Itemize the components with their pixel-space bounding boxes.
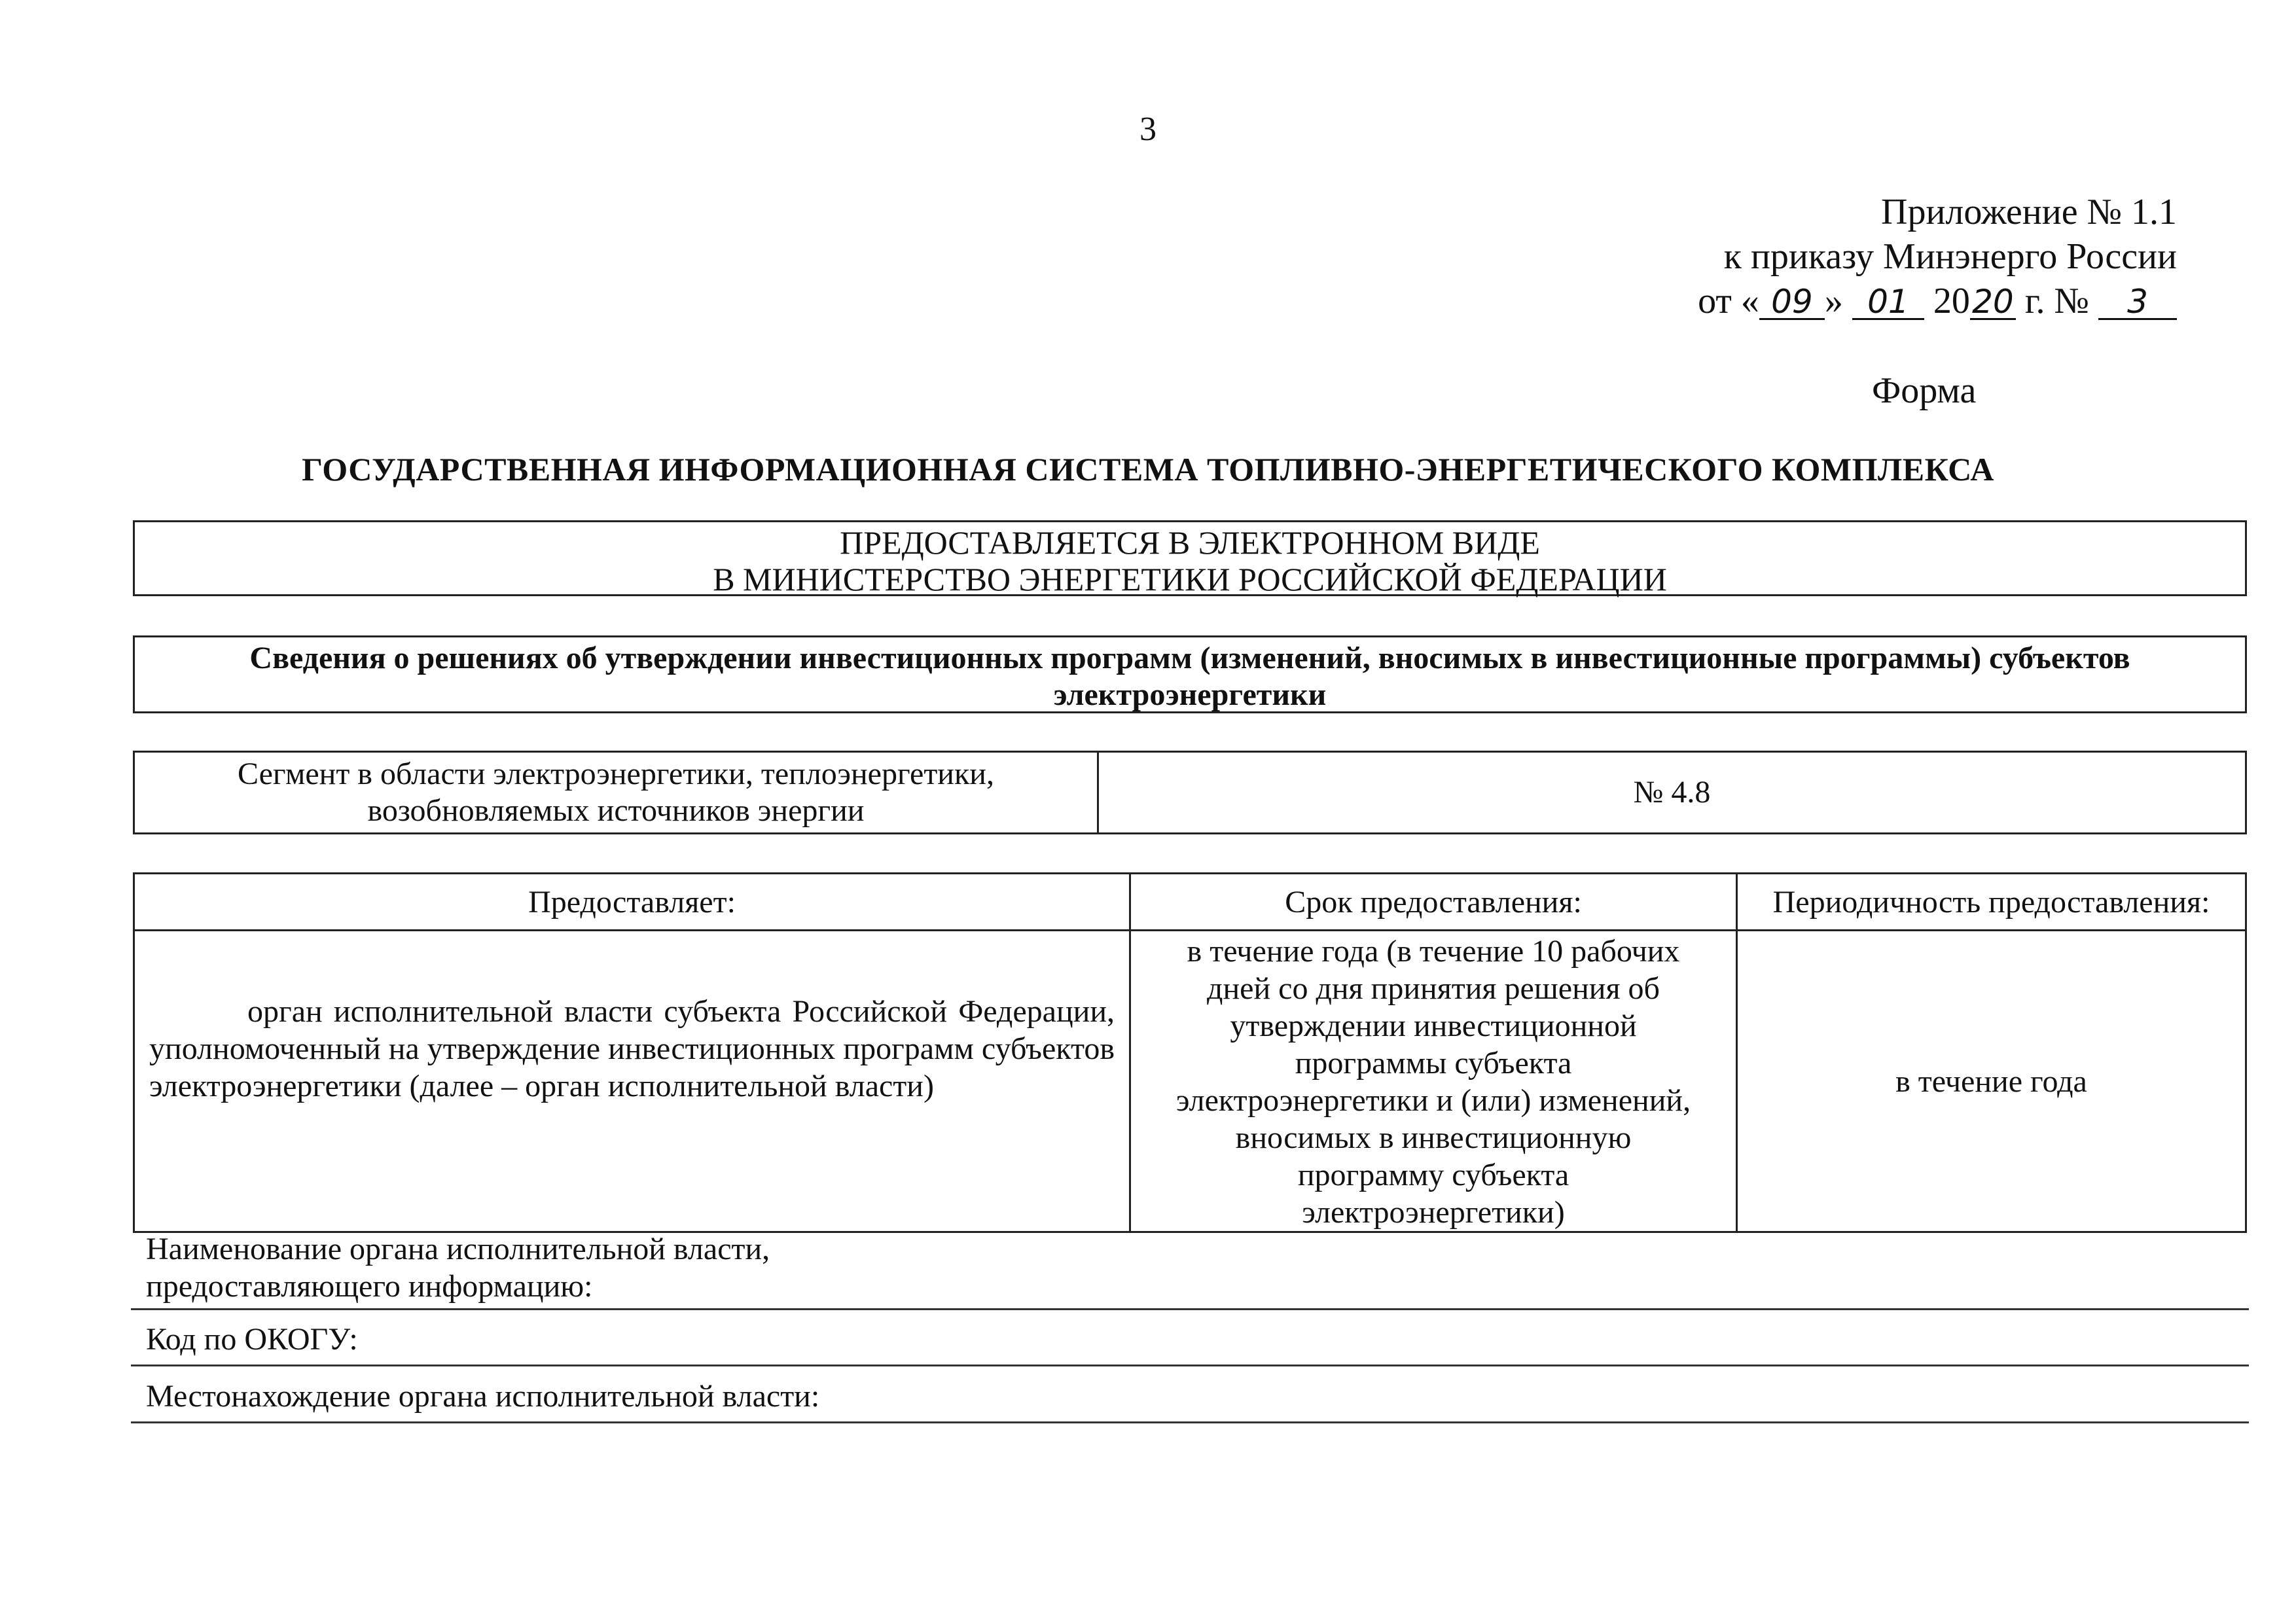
location-field xyxy=(131,1372,2249,1423)
date-month: 01 xyxy=(1852,285,1924,320)
submission-line-2: В МИНИСТЕРСТВО ЭНЕРГЕТИКИ РОССИЙСКОЙ ФЕДЕРАЦИИ xyxy=(713,561,1667,597)
segment-label-line-1: Сегмент в области электроэнергетики, теплоэнергетики, xyxy=(237,757,994,791)
table-row xyxy=(134,931,2246,1232)
segment-label-line-2: возобновляемых источников энергии xyxy=(367,793,865,828)
appendix-order-ref: к приказу Минэнерго России xyxy=(1723,236,2177,277)
term-line: электроэнергетики) xyxy=(1302,1195,1565,1230)
term-line: программы субъекта xyxy=(1295,1046,1572,1080)
date-year-prefix: 20 xyxy=(1933,281,1970,321)
table-header-row xyxy=(134,874,2246,931)
term-line: утверждении инвестиционной xyxy=(1230,1008,1637,1043)
segment-value: № 4.8 xyxy=(1098,752,2246,834)
term-cell xyxy=(1130,931,1737,1232)
date-prefix: от « xyxy=(1698,281,1759,321)
org-name-label-line-2: предоставляющего информацию: xyxy=(146,1269,593,1304)
report-title-box xyxy=(133,635,2247,713)
header-provider: Предоставляет: xyxy=(134,874,1130,931)
appendix-title: Приложение № 1.1 xyxy=(1881,192,2177,232)
segment-label-cell xyxy=(134,752,1098,834)
org-name-field xyxy=(131,1230,2249,1310)
header-term: Срок предоставления: xyxy=(1130,874,1737,931)
system-title: ГОСУДАРСТВЕННАЯ ИНФОРМАЦИОННАЯ СИСТЕМА ТОПЛИВНО-ЭНЕРГЕТИЧЕСКОГО КОМПЛЕКСА xyxy=(302,451,1994,488)
term-line: электроэнергетики и (или) изменений, xyxy=(1175,1083,1691,1118)
submission-line-1: ПРЕДОСТАВЛЯЕТСЯ В ЭЛЕКТРОННОМ ВИДЕ xyxy=(840,524,1540,561)
periodicity-cell: в течение года xyxy=(1737,931,2246,1232)
org-name-label-line-1: Наименование органа исполнительной власти, xyxy=(146,1232,770,1266)
date-day: 09 xyxy=(1759,285,1825,320)
provider-text: орган исполнительной власти субъекта Российской Федерации, уполномоченный на утверждение инвестиционных программ субъектов электроэнергетики (далее – орган исполнительной власти) xyxy=(149,993,1115,1103)
term-line: вносимых в инвестиционную xyxy=(1235,1120,1632,1155)
submission-terms-table xyxy=(133,872,2247,1233)
location-label: Местонахождение органа исполнительной власти: xyxy=(146,1379,820,1414)
report-title-line-2: электроэнергетики xyxy=(1053,677,1327,712)
date-mid: » xyxy=(1824,281,1843,321)
segment-row xyxy=(134,752,2246,834)
okogu-field xyxy=(131,1315,2249,1366)
date-year-suffix: 20 xyxy=(1970,285,2016,320)
okogu-label: Код по ОКОГУ: xyxy=(146,1322,358,1357)
term-line: программу субъекта xyxy=(1297,1158,1570,1192)
order-number-label: г. № xyxy=(2024,281,2089,321)
appendix-header xyxy=(1588,190,2177,323)
term-line: в течение года (в течение 10 рабочих xyxy=(1187,934,1680,969)
order-number: 3 xyxy=(2098,285,2177,320)
submission-box xyxy=(133,520,2247,596)
segment-table xyxy=(133,751,2247,834)
term-line: дней со дня принятия решения об xyxy=(1207,971,1660,1006)
report-title-line-1: Сведения о решениях об утверждении инвестиционных программ (изменений, вносимых в инвестиционные программы) субъектов xyxy=(249,641,2130,675)
page-number: 3 xyxy=(1139,111,1157,148)
header-periodicity: Периодичность предоставления: xyxy=(1737,874,2246,931)
appendix-date-line xyxy=(1588,279,2177,323)
provider-cell xyxy=(134,931,1130,1232)
form-label: Форма xyxy=(1872,370,1977,411)
